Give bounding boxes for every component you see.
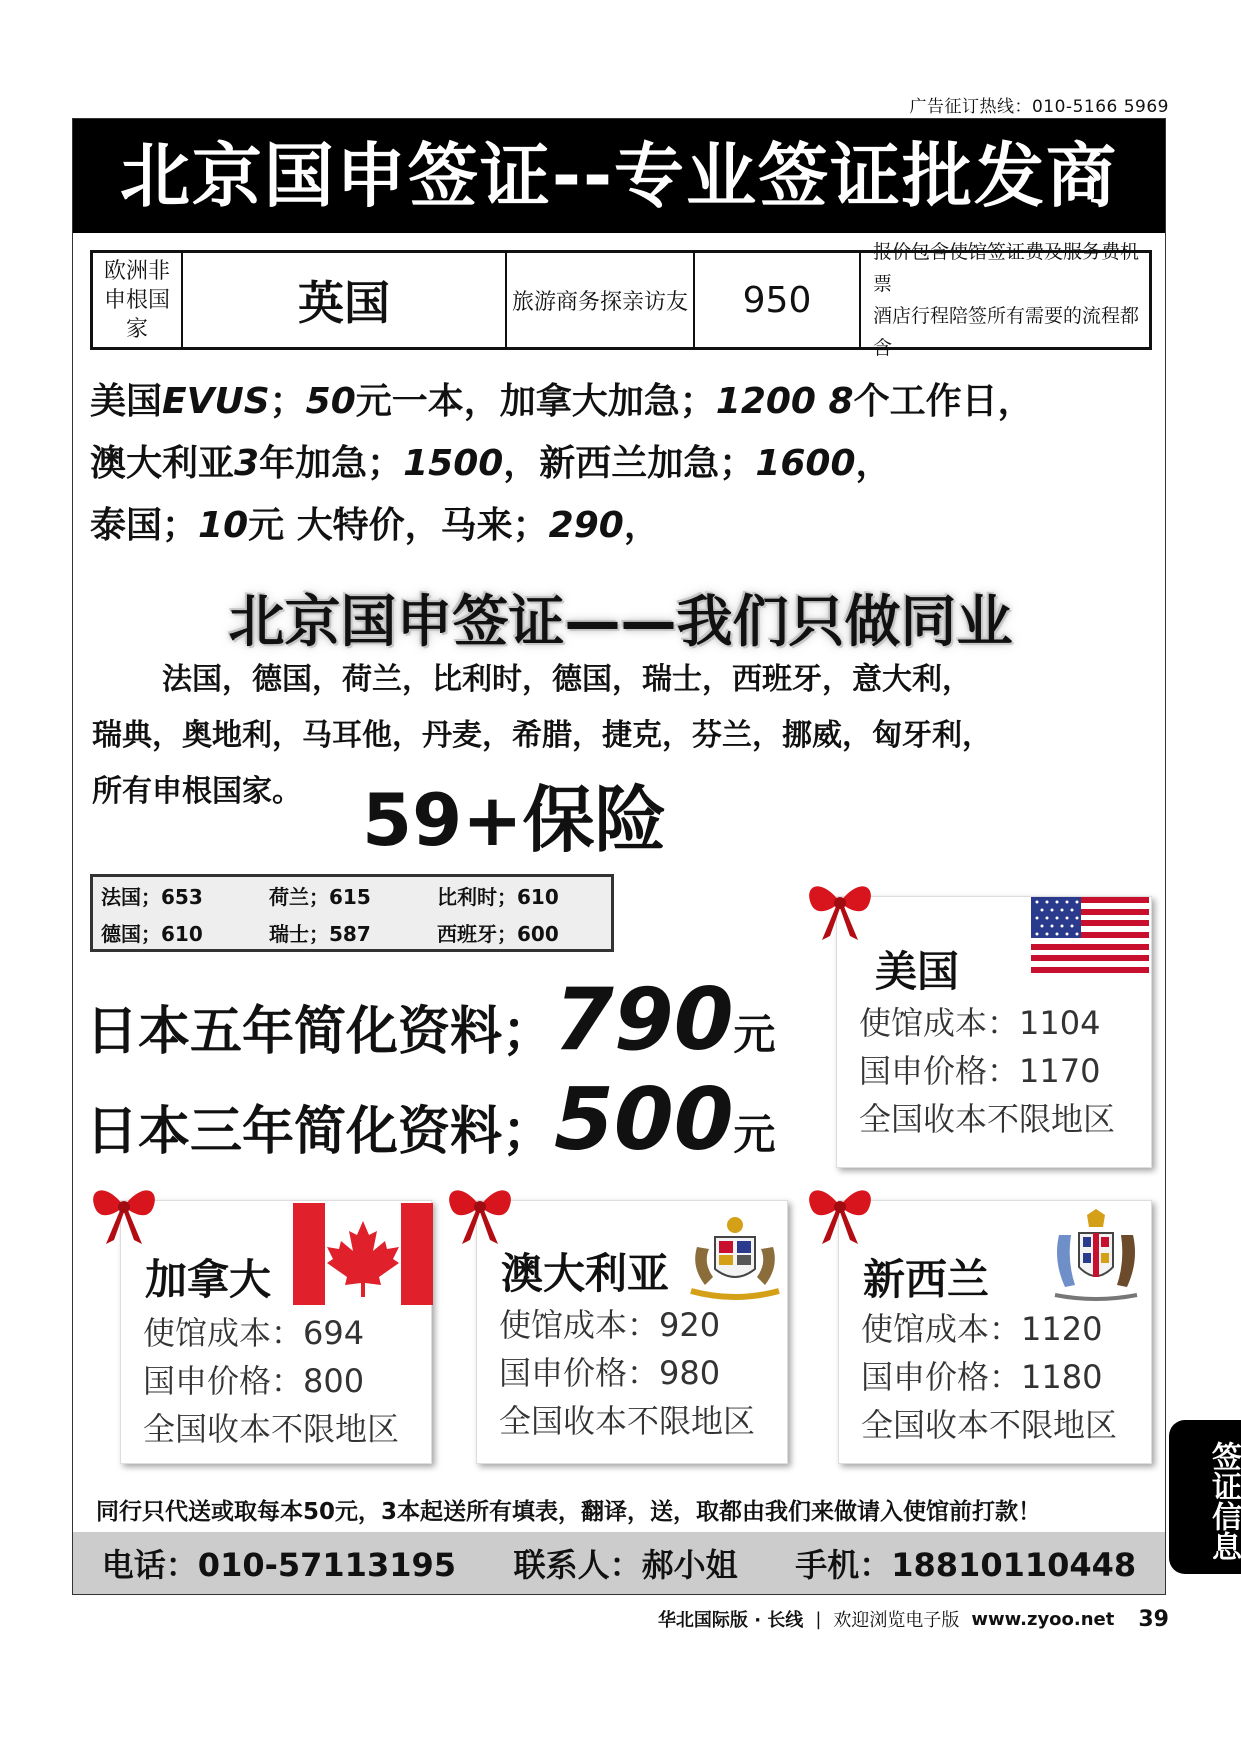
promo-text: 1200 8 bbox=[715, 381, 854, 422]
uk-note bbox=[861, 241, 1149, 359]
card-australia-cost: 使馆成本：920 bbox=[499, 1306, 721, 1344]
card-usa-cost: 使馆成本：1104 bbox=[859, 1004, 1101, 1042]
card-australia bbox=[476, 1200, 788, 1464]
footer-site-link[interactable]: www.zyoo.net bbox=[971, 1608, 1115, 1630]
price-cell: 瑞士；587 bbox=[269, 922, 371, 946]
promo-text: 1500 bbox=[403, 443, 504, 484]
footer-edition: 华北国际版 · 长线 bbox=[657, 1610, 804, 1631]
card-usa bbox=[836, 896, 1152, 1168]
card-newzealand-price: 国申价格：1180 bbox=[861, 1358, 1103, 1396]
uk-region: 欧洲非申根国家 bbox=[93, 253, 183, 347]
yuan-unit: 元 bbox=[733, 1110, 776, 1159]
newzealand-coat-of-arms-icon bbox=[1045, 1205, 1147, 1305]
card-newzealand-title: 新西兰 bbox=[863, 1255, 990, 1304]
slogan: 北京国申签证——我们只做同业 bbox=[228, 590, 1013, 655]
promo-text: ， bbox=[623, 505, 660, 546]
page-number: 39 bbox=[1138, 1606, 1169, 1632]
japan-three-label: 日本三年简化资料； bbox=[86, 1102, 555, 1162]
card-usa-title: 美国 bbox=[875, 947, 960, 996]
promo-text: 美国 bbox=[90, 381, 163, 422]
uk-visa-table bbox=[90, 241, 1152, 359]
uk-note-line1: 报价包含使馆签证费及服务费机票 bbox=[873, 241, 1140, 295]
japan-three-year bbox=[86, 1070, 776, 1170]
page-footer bbox=[658, 1606, 1169, 1632]
contact-person: 联系人：郝小姐 bbox=[513, 1546, 738, 1584]
price-cell: 德国；610 bbox=[101, 922, 203, 946]
ribbon-bow-icon bbox=[440, 1170, 520, 1250]
service-notice: 同行只代送或取每本50元，3本起送所有填表，翻译，送，取都由我们来做请入使馆前打款！ bbox=[96, 1499, 1042, 1525]
ribbon-bow-icon bbox=[800, 1170, 880, 1250]
schengen-line-2: 瑞典，奥地利，马耳他，丹麦，希腊，捷克，芬兰，挪威，匈牙利， bbox=[92, 718, 992, 753]
card-australia-title: 澳大利亚 bbox=[501, 1249, 670, 1298]
promo-line-2 bbox=[90, 442, 892, 486]
page-banner: 北京国申签证--专业签证批发商 bbox=[73, 119, 1165, 233]
card-usa-note: 全国收本不限地区 bbox=[859, 1100, 1116, 1138]
schengen-price-table bbox=[90, 874, 614, 952]
ribbon-bow-icon bbox=[84, 1170, 164, 1250]
japan-five-price: 790 bbox=[554, 970, 734, 1070]
contact-mobile: 手机：18810110448 bbox=[795, 1546, 1137, 1584]
card-usa-price: 国申价格：1170 bbox=[859, 1052, 1101, 1090]
section-tab: 签证信息 bbox=[1169, 1420, 1241, 1574]
promo-line-1 bbox=[90, 380, 1034, 424]
promo-text: 元 大特价，马来； bbox=[248, 505, 549, 546]
contact-bar bbox=[73, 1532, 1165, 1594]
card-newzealand bbox=[838, 1200, 1152, 1464]
card-canada-body bbox=[143, 1309, 399, 1453]
price-cell: 西班牙；600 bbox=[437, 922, 559, 946]
card-newzealand-cost: 使馆成本：1120 bbox=[861, 1310, 1103, 1348]
footer-divider: | bbox=[815, 1608, 822, 1630]
japan-three-price: 500 bbox=[554, 1070, 734, 1170]
australia-coat-of-arms-icon bbox=[685, 1207, 785, 1303]
ad-hotline: 广告征订热线：010-5166 5969 bbox=[909, 97, 1169, 117]
card-canada bbox=[120, 1200, 432, 1464]
promo-text: ； bbox=[269, 381, 306, 422]
card-canada-title: 加拿大 bbox=[145, 1255, 272, 1304]
promo-text: 50 bbox=[305, 381, 356, 422]
promo-text: 泰国； bbox=[90, 505, 199, 546]
card-usa-body bbox=[859, 999, 1115, 1143]
uk-price: 950 bbox=[695, 253, 861, 347]
card-australia-price: 国申价格：980 bbox=[499, 1354, 721, 1392]
promo-text: 1600 bbox=[755, 443, 856, 484]
promo-text: 个工作日， bbox=[853, 381, 1034, 422]
promo-line-3 bbox=[90, 504, 660, 548]
promo-text: ， bbox=[855, 443, 892, 484]
schengen-line-3: 所有申根国家。 bbox=[92, 774, 302, 809]
card-australia-note: 全国收本不限地区 bbox=[499, 1402, 756, 1440]
promo-text: 元一本，加拿大加急； bbox=[355, 381, 716, 422]
footer-welcome: 欢迎浏览电子版 bbox=[833, 1610, 960, 1631]
contact-phone: 电话：010-57113195 bbox=[101, 1546, 457, 1584]
japan-five-label: 日本五年简化资料； bbox=[86, 1002, 555, 1062]
card-canada-note: 全国收本不限地区 bbox=[143, 1410, 400, 1448]
schengen-line-1: 法国，德国，荷兰，比利时，德国，瑞士，西班牙，意大利， bbox=[162, 662, 972, 697]
promo-text: 290 bbox=[548, 505, 624, 546]
price-cell: 比利时；610 bbox=[437, 885, 559, 909]
japan-five-year bbox=[86, 970, 776, 1070]
promo-text: 年加急； bbox=[259, 443, 404, 484]
uk-note-line2: 酒店行程陪签所有需要的流程都含 bbox=[873, 305, 1140, 359]
uk-visa-type: 旅游商务探亲访友 bbox=[507, 253, 695, 347]
card-canada-cost: 使馆成本：694 bbox=[143, 1314, 365, 1352]
price-cell: 荷兰；615 bbox=[269, 885, 371, 909]
canada-flag-icon bbox=[293, 1203, 433, 1305]
yuan-unit: 元 bbox=[733, 1010, 776, 1059]
promo-text: 澳大利亚 bbox=[90, 443, 235, 484]
promo-text: ，新西兰加急； bbox=[503, 443, 756, 484]
promo-text: 3 bbox=[234, 443, 260, 484]
uk-country: 英国 bbox=[183, 253, 507, 347]
ribbon-bow-icon bbox=[800, 866, 880, 946]
us-flag-icon bbox=[1031, 897, 1149, 973]
schengen-price: 59+保险 bbox=[362, 778, 667, 862]
price-cell: 法国；653 bbox=[101, 885, 203, 909]
card-newzealand-body bbox=[861, 1305, 1117, 1449]
promo-text: 10 bbox=[198, 505, 249, 546]
card-australia-body bbox=[499, 1301, 755, 1445]
card-newzealand-note: 全国收本不限地区 bbox=[861, 1406, 1118, 1444]
card-canada-price: 国申价格：800 bbox=[143, 1362, 365, 1400]
promo-text: EVUS bbox=[162, 381, 270, 422]
